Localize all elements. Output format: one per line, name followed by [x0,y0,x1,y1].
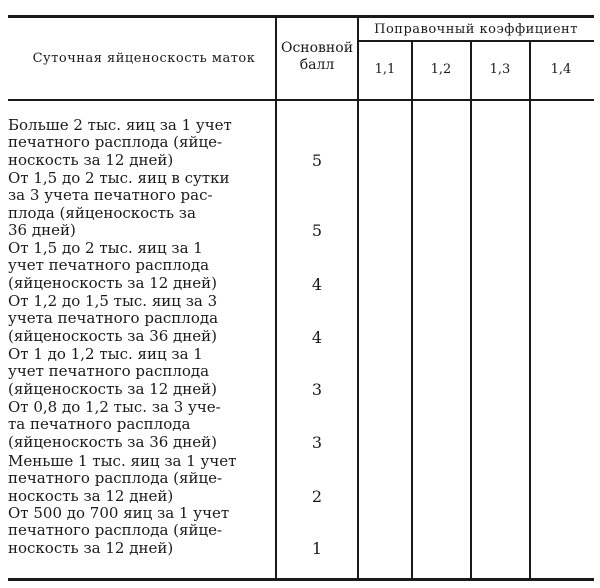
column-divider [275,16,277,579]
table-row-score: 2 [311,487,323,506]
score-header-line: Основной [280,40,354,56]
coefficient-header: 1,2 [430,62,452,77]
coefficient-header: 1,4 [550,62,572,77]
table-row-score: 5 [311,151,323,170]
table-row-description [8,170,270,239]
description-line: От 0,8 до 1,2 тыс. за 3 уче- [8,398,221,416]
column-divider [529,41,531,579]
description-column-header: Суточная яйценоскость маток [32,51,256,66]
description-line: (яйценоскость за 36 дней) [8,432,218,451]
score-column-header [279,40,355,74]
description-line: 36 дней) [8,220,76,239]
description-line: носкость за 12 дней) [8,150,174,169]
table-row-description [8,293,270,345]
column-divider [470,41,472,579]
coef-group-rule [358,40,594,42]
table-row-score: 4 [311,328,323,347]
description-line: (яйценоскость за 12 дней) [8,273,218,292]
table-row-description [8,505,270,557]
description-line: От 500 до 700 яиц за 1 учет [8,504,230,522]
coefficient-group-header: Поправочный коэффициент [374,22,578,37]
description-line: От 1,5 до 2 тыс. яиц в сутки [8,169,230,187]
table-row-description [8,453,270,505]
table-top-rule [8,15,594,18]
description-line: печатного расплода (яйце- [8,133,223,152]
column-divider [411,41,413,579]
score-header-line: балл [299,57,335,73]
description-line: От 1,5 до 2 тыс. яиц за 1 [8,239,203,257]
description-line: та печатного расплода [8,415,191,434]
table-row-description [8,399,270,451]
description-line: (яйценоскость за 12 дней) [8,379,218,398]
description-line: носкость за 12 дней) [8,486,174,505]
description-line: учет печатного расплода [8,256,210,275]
table-row-score: 3 [311,433,323,452]
table-row-description [8,117,270,169]
description-line: От 1 до 1,2 тыс. яиц за 1 [8,345,203,363]
description-line: плода (яйценоскость за [8,203,196,222]
description-line: печатного расплода (яйце- [8,469,223,488]
description-line: От 1,2 до 1,5 тыс. яиц за 3 [8,292,218,310]
description-line: за 3 учета печатного рас- [8,186,213,205]
description-line: учет печатного расплода [8,362,210,381]
description-line: учета печатного расплода [8,309,219,328]
description-line: Меньше 1 тыс. яиц за 1 учет [8,452,237,470]
header-bottom-rule [8,99,594,101]
table-row-score: 3 [311,380,323,399]
table-row-score: 4 [311,275,323,294]
table-row-description [8,346,270,398]
coefficient-header: 1,1 [374,62,396,77]
description-line: Больше 2 тыс. яиц за 1 учет [8,116,232,134]
table-row-score: 1 [311,539,323,558]
description-line: носкость за 12 дней) [8,538,174,557]
description-line: (яйценоскость за 36 дней) [8,326,218,345]
description-line: печатного расплода (яйце- [8,521,223,540]
table-row-score: 5 [311,221,323,240]
table-row-description [8,240,270,292]
column-divider [357,16,359,579]
table-bottom-rule [8,578,594,581]
coefficient-header: 1,3 [489,62,511,77]
